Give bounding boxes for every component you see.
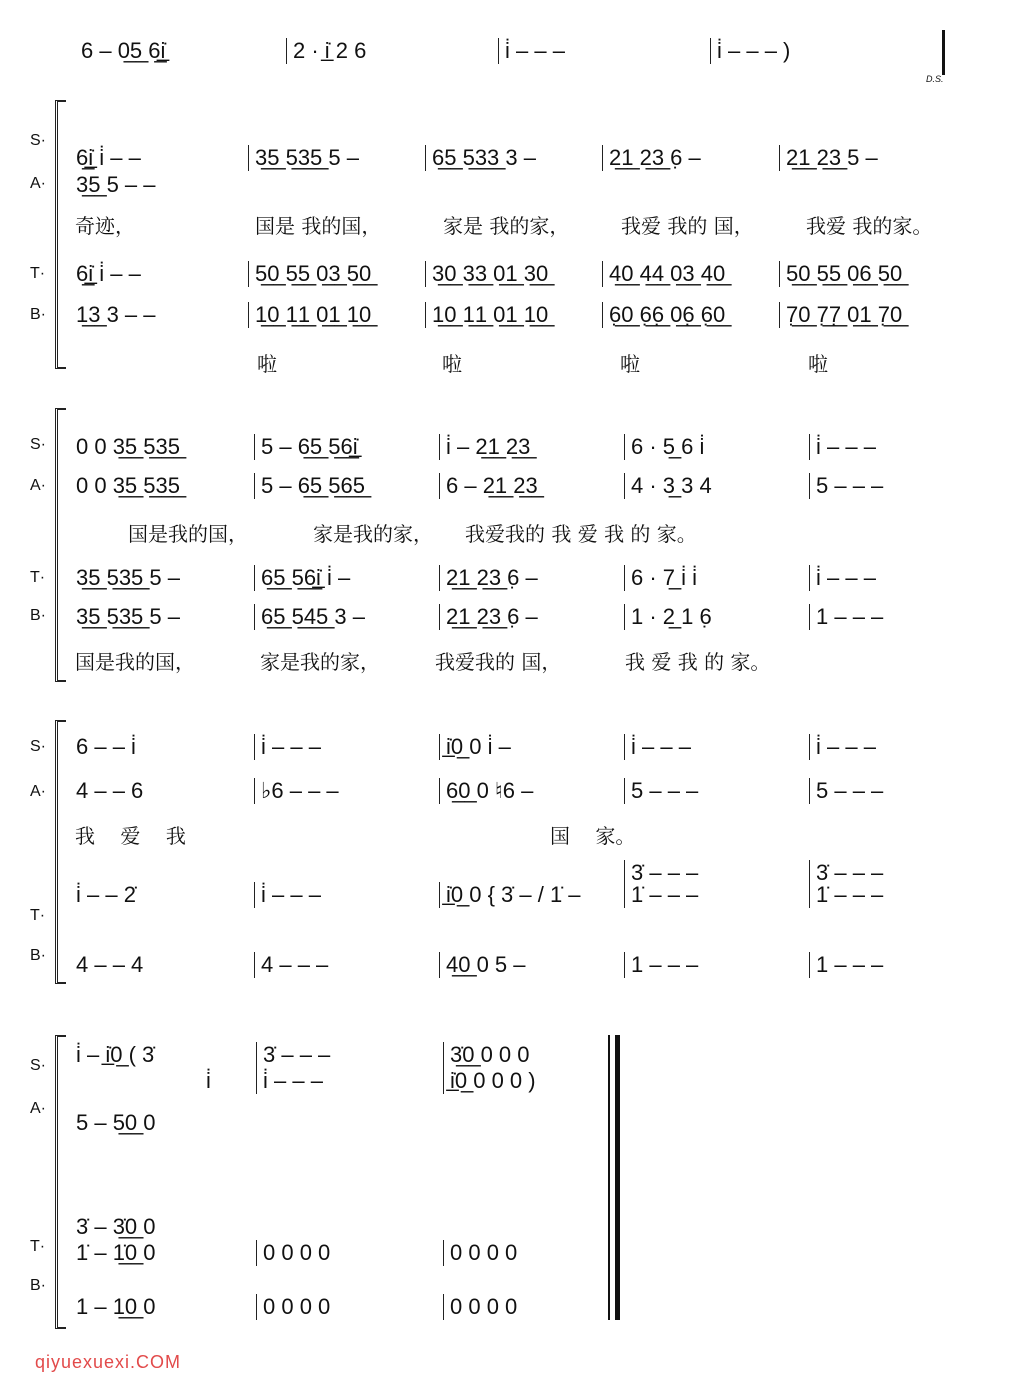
la-lyrics xyxy=(257,348,828,377)
final-barline xyxy=(942,30,945,75)
alto-staff xyxy=(70,170,248,200)
measure: 7̣̲0̲ 7̣̲7̣̲ 0̲1̲ 7̣̲0̲ xyxy=(779,302,956,328)
soprano-label: S· xyxy=(30,436,46,453)
measure: i̇ – – – ) xyxy=(710,38,922,64)
measure: 1 – – – xyxy=(809,952,994,978)
measure: 2 · i̲̇ 2 6 xyxy=(286,38,498,64)
measure: i̇ – – – xyxy=(256,1068,443,1094)
measure: 6 · 7̲ i̇ i̇ xyxy=(624,565,809,591)
measure: 1̲0̲ 1̲1̲ 0̲1̲ 1̲0̲ xyxy=(248,302,425,328)
measure: 4 – – 6 xyxy=(76,778,144,803)
bass-staff xyxy=(70,1292,630,1322)
watermark: qiyuexuexi.COM xyxy=(35,1352,182,1372)
measure: 6̣̲0̲ 6̣̲6̣̲ 0̲6̣̲ 6̣̲0̲ xyxy=(602,302,779,328)
lyric: 家是 我的家， xyxy=(443,214,570,238)
lyrics xyxy=(128,518,697,547)
measure: 5 – – – xyxy=(809,473,994,499)
lyrics xyxy=(75,210,932,239)
measure: 2̲1̲ 2̲3̲ 6̣ – xyxy=(439,604,624,630)
system-brace xyxy=(55,1035,66,1329)
measure: 0 0 0 0 xyxy=(443,1294,630,1320)
measure: 2̲1̲ 2̲3̲ 5 – xyxy=(779,145,956,171)
system-brace xyxy=(55,720,66,984)
soprano-label: S· xyxy=(30,132,46,149)
ds-mark: D.S. xyxy=(926,74,944,84)
lyric: 我 爱 我 的 家。 xyxy=(625,650,771,674)
measure: 3̲0̲ 3̲3̲ 0̲1̲ 3̲0̲ xyxy=(425,261,602,287)
lyric: 国是我的国， xyxy=(128,522,248,546)
measure: 6̲5̲ 5̲4̲5̲ 3 – xyxy=(254,604,439,630)
soprano-lower-staff xyxy=(200,1066,630,1096)
measure: ♭6 – – – xyxy=(254,778,439,804)
measure: 6 – – i̇ xyxy=(76,734,136,759)
measure: i̇ – – – xyxy=(498,38,710,64)
measure: 4 – – 4 xyxy=(76,952,144,977)
measure: i̇ – – 2̇ xyxy=(76,882,136,907)
measure: i̲̇0̲ 0 i̇ – xyxy=(439,734,624,760)
bass-label: B· xyxy=(30,1277,46,1294)
measure: 5 – – – xyxy=(624,778,809,804)
tenor-staff xyxy=(70,1238,630,1268)
final-barline-thick xyxy=(615,1035,620,1320)
bass-staff xyxy=(70,950,994,980)
soprano-staff xyxy=(70,432,994,462)
measure: 6̲5̲ 5̲3̲3̲ 3 – xyxy=(425,145,602,171)
measure: 0 0 3̲5̲ 5̲3̲5̲ xyxy=(76,434,180,459)
measure: 5̲0̲ 5̲5̲ 0̲6̲ 5̲0̲ xyxy=(779,261,956,287)
lyric: 奇迹， xyxy=(75,214,135,238)
lyrics xyxy=(75,820,635,849)
measure: 2̲1̲ 2̲3̲ 6̣ – xyxy=(602,145,779,171)
measure: i̇ – – – xyxy=(254,882,439,908)
measure: 2̲1̲ 2̲3̲ 6̣ – xyxy=(439,565,624,591)
bass-label: B· xyxy=(30,947,46,964)
measure: i̇ – 2̲1̲ 2̲3̲ xyxy=(439,434,624,460)
measure: 6̲i̲̇ i̇ – – xyxy=(76,261,141,286)
measure: 6̲0̲ 0 ♮6 – xyxy=(439,778,624,804)
measure: 5 – 6̲5̲ 5̲6̲5̲ xyxy=(254,473,439,499)
tenor-staff xyxy=(70,563,994,593)
measure: i̲̇0̲ 0 { 3̇ – / 1̇ – xyxy=(439,882,624,908)
measure: 6 · 5̲ 6 i̇ xyxy=(624,434,809,460)
measure: i̲̇0̲ 0 0 0 ) xyxy=(443,1068,630,1094)
alto-label: A· xyxy=(30,175,46,192)
measure: 5 – 6̲5̲ 5̲6̲i̲̇ xyxy=(254,434,439,460)
lyric: 我爱我的 国， xyxy=(435,650,562,674)
bass-label: B· xyxy=(30,306,46,323)
bass-label: B· xyxy=(30,607,46,624)
measure: 1̇ – – – xyxy=(809,882,994,908)
measure: 4 – – – xyxy=(254,952,439,978)
alto-label: A· xyxy=(30,1100,46,1117)
measure: 5̲0̲ 5̲5̲ 0̲3̲ 5̲0̲ xyxy=(248,261,425,287)
measure: 6 – 0̲5̲ 6̲i̲̇ xyxy=(81,38,166,63)
system-brace xyxy=(55,408,66,682)
bass-staff xyxy=(70,300,956,330)
alto-staff xyxy=(70,471,994,501)
measure: 4̲0̲ 0 5 – xyxy=(439,952,624,978)
measure: 1̇ – 1̲̇0̲ 0 xyxy=(76,1240,156,1265)
tenor-label: T· xyxy=(30,569,46,586)
lyric: 我 爱 我 xyxy=(75,824,186,848)
alto-staff xyxy=(70,1108,256,1138)
tenor-label: T· xyxy=(30,1238,46,1255)
measure: 3̇ – – – xyxy=(624,860,809,886)
lyric: 啦 xyxy=(808,352,828,376)
measure: 3̲5̲ 5̲3̲5̲ 5 – xyxy=(76,565,180,590)
measure: 0 0 3̲5̲ 5̲3̲5̲ xyxy=(76,473,180,498)
lyric: 我爱我的 我 爱 我 的 家。 xyxy=(465,522,697,546)
measure: i̇ – – – xyxy=(809,734,994,760)
measure: i̇ – – – xyxy=(809,565,994,591)
soprano-staff xyxy=(70,732,994,762)
lyric: 啦 xyxy=(257,352,277,376)
measure: 6̲i̲̇ i̇ – – xyxy=(76,145,141,170)
alto-staff xyxy=(70,776,994,806)
lyric: 我爱 我的家。 xyxy=(806,214,933,238)
lyrics xyxy=(75,646,770,675)
lyric: 我爱 我的 国， xyxy=(621,214,754,238)
measure: 3̇ – – – xyxy=(256,1042,443,1068)
tenor-staff xyxy=(70,259,956,289)
tenor-label: T· xyxy=(30,907,46,924)
measure: 1 · 2̲ 1 6̣ xyxy=(624,604,809,630)
lyric: 国是我的国， xyxy=(75,650,195,674)
intro-line xyxy=(75,36,922,66)
soprano-label: S· xyxy=(30,738,46,755)
measure: 4̲0̲ 4̲4̲ 0̲3̲ 4̲0̲ xyxy=(602,261,779,287)
measure: 1 – – – xyxy=(624,952,809,978)
tenor-staff xyxy=(70,880,994,910)
measure: 0 0 0 0 xyxy=(443,1240,630,1266)
measure: i̇ – – – xyxy=(254,734,439,760)
measure: 0 0 0 0 xyxy=(256,1240,443,1266)
measure: 3̲̇0̲ 0 0 0 xyxy=(443,1042,630,1068)
measure: 3̲5̲ 5̲3̲5̲ 5 – xyxy=(76,604,180,629)
bass-staff xyxy=(70,602,994,632)
lyric: 家是我的家， xyxy=(260,650,380,674)
measure: 1̲0̲ 1̲1̲ 0̲1̲ 1̲0̲ xyxy=(425,302,602,328)
alto-label: A· xyxy=(30,477,46,494)
tenor-label: T· xyxy=(30,265,46,282)
lyric: 国 家。 xyxy=(550,824,636,848)
measure: 3̇ – – – xyxy=(809,860,994,886)
measure: 5 – 5̲0̲ 0 xyxy=(76,1110,156,1135)
measure: 1̇ – – – xyxy=(624,882,809,908)
final-barline-thin xyxy=(608,1035,610,1320)
lyric: 国是 我的国， xyxy=(255,214,382,238)
measure: i̇ – – – xyxy=(809,434,994,460)
measure: 0 0 0 0 xyxy=(256,1294,443,1320)
measure: i̇ – i̲̇0̲ ( 3̇ xyxy=(76,1042,155,1067)
measure: 6̲5̲ 5̲6̲i̲̇ i̇ – xyxy=(254,565,439,591)
measure: 1 – – – xyxy=(809,604,994,630)
soprano-staff xyxy=(70,143,956,173)
alto-label: A· xyxy=(30,783,46,800)
measure: 1̲3̲ 3 – – xyxy=(76,302,156,327)
measure: 3̲5̲ 5 – – xyxy=(76,172,156,197)
measure: i̇ xyxy=(206,1068,211,1093)
lyric: 啦 xyxy=(620,352,640,376)
system-brace xyxy=(55,100,66,369)
measure: 6 – 2̲1̲ 2̲3̲ xyxy=(439,473,624,499)
measure: 5 – – – xyxy=(809,778,994,804)
soprano-label: S· xyxy=(30,1057,46,1074)
measure: 3̲5̲ 5̲3̲5̲ 5 – xyxy=(248,145,425,171)
measure: 3̇ – 3̲̇0̲ 0 xyxy=(76,1214,156,1239)
measure: 4 · 3̲ 3 4 xyxy=(624,473,809,499)
measure: 1 – 1̲0̲ 0 xyxy=(76,1294,156,1319)
measure: i̇ – – – xyxy=(624,734,809,760)
lyric: 啦 xyxy=(442,352,462,376)
lyric: 家是我的家， xyxy=(313,522,433,546)
